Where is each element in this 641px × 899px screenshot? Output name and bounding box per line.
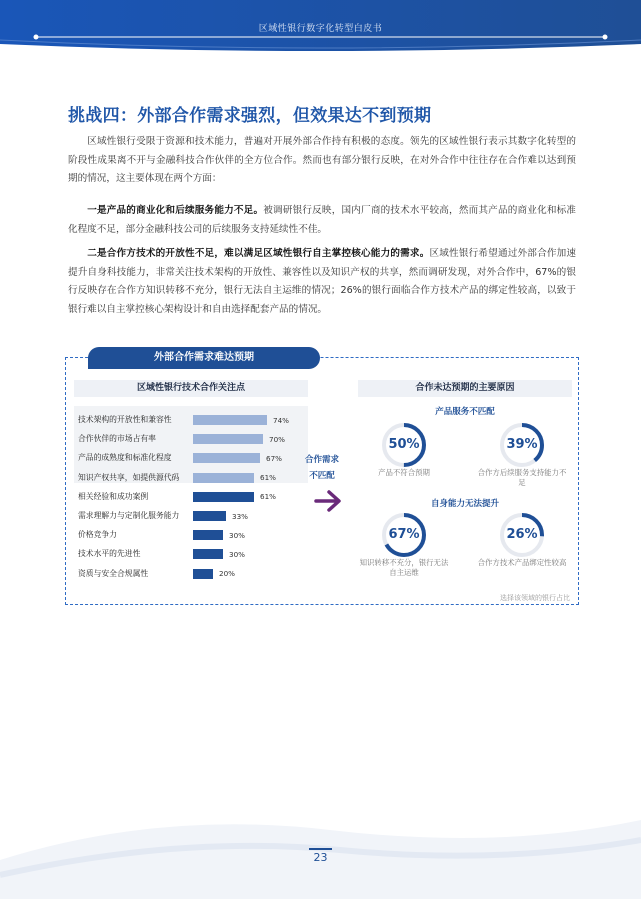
- bar-chart-title: 区域性银行技术合作关注点: [74, 380, 308, 397]
- ring-caption: 合作方后续服务支持能力不足: [477, 468, 567, 487]
- footer-wave: [0, 790, 641, 899]
- bar: [193, 415, 267, 425]
- ring-value: 50%: [388, 437, 420, 452]
- bar-label: 合作伙伴的市场占有率: [78, 434, 156, 444]
- bar-value-label: 33%: [232, 511, 248, 521]
- bar-label: 价格竞争力: [78, 530, 117, 540]
- bar: [193, 549, 223, 559]
- bar-value-label: 67%: [266, 453, 282, 463]
- ring-caption: 知识转移不充分，银行无法自主运维: [359, 558, 449, 577]
- bar-label: 相关经验和成功案例: [78, 491, 149, 501]
- bar-value-label: 70%: [269, 434, 285, 444]
- bar-label: 需求理解力与定制化服务能力: [78, 511, 180, 520]
- bar: [193, 569, 213, 579]
- bar-label: 产品的成熟度和标准化程度: [78, 453, 172, 463]
- group-one-title: 产品服务不匹配: [435, 407, 495, 417]
- intro-paragraph: 区域性银行受限于资源和技术能力，普遍对开展外部合作持有积极的态度。领先的区域性银行表示其数字化转型的阶段性成果离不开与金融科技合作伙伴的全方位合作。然而也有部分银行反映，在对外合作中往往存在合作难以达到预期的情况，这主要体现在两个方面：: [68, 136, 576, 184]
- point-two-bold: 二是合作方技术的开放性不足，难以满足区域性银行自主掌控核心能力的需求。: [87, 248, 430, 259]
- bar-label: 技术架构的开放性和兼容性: [78, 415, 172, 424]
- ring-caption: 合作方技术产品绑定性较高: [477, 558, 567, 567]
- bar-value-label: 30%: [229, 549, 245, 559]
- group-two-title: 自身能力无法提升: [430, 499, 499, 509]
- ring-value: 67%: [388, 527, 420, 542]
- ring-value: 39%: [506, 437, 538, 452]
- page-number-rule: [309, 848, 332, 850]
- bar: [193, 473, 254, 483]
- bar: [193, 492, 254, 502]
- page-number: 23: [313, 851, 328, 864]
- point-one-bold: 一是产品的商业化和后续服务能力不足。: [87, 205, 264, 216]
- bar: [193, 530, 223, 540]
- ring-value: 26%: [506, 527, 538, 542]
- arrow-label: 合作需求不匹配: [304, 455, 339, 481]
- bar-label: 资质与安全合规属性: [78, 568, 149, 578]
- section-title: 挑战四：外部合作需求强烈，但效果达不到预期: [68, 106, 432, 126]
- bar-value-label: 74%: [273, 415, 289, 425]
- point-two-paragraph: [68, 245, 576, 319]
- bar: [193, 434, 263, 444]
- header-title: 区域性银行数字化转型白皮书: [258, 24, 383, 34]
- right-arrow-icon: [314, 488, 344, 514]
- bar: [193, 453, 260, 463]
- figure-note: 选择该领域的银行占比: [500, 594, 570, 602]
- reasons-title: 合作未达预期的主要原因: [358, 380, 572, 397]
- figure-panel-title: 外部合作需求难达预期: [88, 347, 320, 369]
- bar-label: 技术水平的先进性: [78, 549, 141, 559]
- bar-value-label: 61%: [260, 473, 276, 483]
- point-one-text: 被调研银行反映，国内厂商的技术水平较高，然而其产品的商业化和标准化程度不足，部分金融科技公司的后续服务支持延续性不佳。: [68, 205, 577, 235]
- bar: [193, 511, 226, 521]
- bar-value-label: 30%: [229, 530, 245, 540]
- ring-caption: 产品不符合预期: [378, 468, 430, 477]
- bar-value-label: 20%: [219, 569, 235, 579]
- page-header: [0, 0, 641, 52]
- bar-value-label: 61%: [260, 492, 276, 502]
- point-one-paragraph: [68, 202, 576, 239]
- bar-label: 知识产权共享，如提供源代码: [78, 472, 180, 482]
- point-two-text: 区域性银行希望通过外部合作加速提升自身科技能力，非常关注技术架构的开放性、兼容性以及知识产权的共享，然而调研发现，对外合作中，67%的银行反映存在合作方知识转移不充分，银行无法自主运维的情况；26%的银行面临合作方技术产品的绑定性较高，以致于银行难以自主掌控核心架构设计和自由选择配套产品的情况。: [68, 248, 577, 315]
